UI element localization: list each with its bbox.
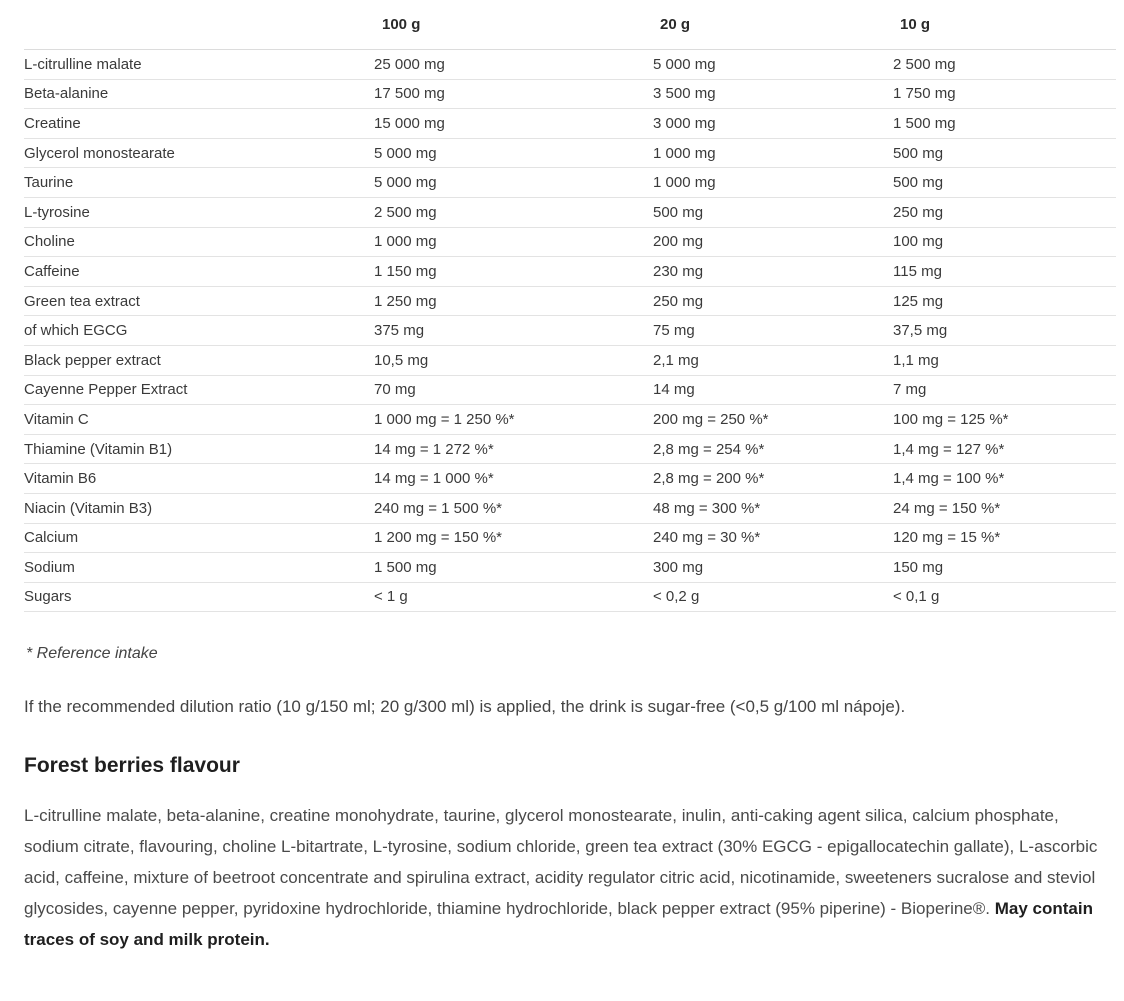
flavour-heading: Forest berries flavour xyxy=(24,754,240,777)
table-row xyxy=(24,50,1116,80)
table-row xyxy=(24,523,1116,553)
nutrient-value-cell: 3 000 mg xyxy=(652,109,892,139)
nutrient-value-cell: 17 500 mg xyxy=(373,79,652,109)
nutrient-value-cell: 24 mg = 150 %* xyxy=(892,493,1116,523)
nutrient-value-cell: 375 mg xyxy=(373,316,652,346)
nutrient-value-cell: 1 000 mg = 1 250 %* xyxy=(373,405,652,435)
nutrient-value-cell: 200 mg = 250 %* xyxy=(652,405,892,435)
table-header-row xyxy=(24,0,1116,50)
table-row xyxy=(24,553,1116,583)
nutrient-value-cell: 37,5 mg xyxy=(892,316,1116,346)
nutrient-value-cell: 250 mg xyxy=(652,286,892,316)
nutrient-value-cell: 75 mg xyxy=(652,316,892,346)
nutrient-value-cell: 70 mg xyxy=(373,375,652,405)
nutrient-name-cell: Glycerol monostearate xyxy=(24,138,373,168)
nutrient-name-cell: Thiamine (Vitamin B1) xyxy=(24,434,373,464)
nutrient-value-cell: 500 mg xyxy=(652,197,892,227)
nutrition-table xyxy=(24,0,1116,612)
nutrient-name-cell: Vitamin C xyxy=(24,405,373,435)
nutrient-value-cell: 150 mg xyxy=(892,553,1116,583)
table-row xyxy=(24,138,1116,168)
table-row xyxy=(24,405,1116,435)
nutrient-value-cell: 1 000 mg xyxy=(373,227,652,257)
dilution-info: If the recommended dilution ratio (10 g/150 ml; 20 g/300 ml) is applied, the drink is sugar-free (<0,5 g/100 ml nápoje). xyxy=(24,697,906,716)
nutrient-value-cell: 1 500 mg xyxy=(373,553,652,583)
nutrient-name-cell: of which EGCG xyxy=(24,316,373,346)
nutrient-value-cell: 14 mg xyxy=(652,375,892,405)
nutrient-value-cell: 1 200 mg = 150 %* xyxy=(373,523,652,553)
nutrient-value-cell: 500 mg xyxy=(892,138,1116,168)
nutrient-value-cell: 120 mg = 15 %* xyxy=(892,523,1116,553)
header-20g: 20 g xyxy=(652,0,892,50)
nutrient-value-cell: 200 mg xyxy=(652,227,892,257)
ingredients-list: L-citrulline malate, beta-alanine, creatine monohydrate, taurine, glycerol monostearate, inulin, anti-caking agent silica, calcium phosphate, sodium citrate, flavouring, choline L-bitartrate, L-tyrosine, sodium chloride, green tea extract (30% EGCG - epigallocatechin gallate), L-ascorbic acid, caffeine, mixture of beetroot concentrate and spirulina extract, acidity regulator citric acid, nicotinamide, sweeteners sucralose and steviol glycosides, cayenne pepper, pyridoxine hydrochloride, thiamine hydrochloride, black pepper extract (95% piperine) - Bioperine®. xyxy=(24,806,1098,918)
nutrition-table-container xyxy=(24,0,1116,612)
nutrient-value-cell: 5 000 mg xyxy=(373,168,652,198)
nutrient-value-cell: 300 mg xyxy=(652,553,892,583)
nutrient-value-cell: 1 750 mg xyxy=(892,79,1116,109)
table-row xyxy=(24,109,1116,139)
nutrient-value-cell: 1 500 mg xyxy=(892,109,1116,139)
header-10g: 10 g xyxy=(892,0,1116,50)
nutrient-value-cell: 5 000 mg xyxy=(652,50,892,80)
nutrient-name-cell: Sugars xyxy=(24,582,373,612)
table-row xyxy=(24,434,1116,464)
nutrient-value-cell: 100 mg = 125 %* xyxy=(892,405,1116,435)
table-body xyxy=(24,50,1116,612)
nutrient-value-cell: 2 500 mg xyxy=(373,197,652,227)
table-row xyxy=(24,227,1116,257)
nutrient-value-cell: 1 000 mg xyxy=(652,168,892,198)
table-row xyxy=(24,345,1116,375)
header-ingredient xyxy=(24,0,373,50)
nutrient-value-cell: 25 000 mg xyxy=(373,50,652,80)
reference-intake-note: * Reference intake xyxy=(26,645,158,662)
nutrient-value-cell: 3 500 mg xyxy=(652,79,892,109)
nutrient-value-cell: 1,4 mg = 100 %* xyxy=(892,464,1116,494)
nutrient-value-cell: 10,5 mg xyxy=(373,345,652,375)
nutrient-name-cell: Creatine xyxy=(24,109,373,139)
nutrient-name-cell: Taurine xyxy=(24,168,373,198)
table-row xyxy=(24,286,1116,316)
nutrient-value-cell: 230 mg xyxy=(652,257,892,287)
nutrient-value-cell: 1 150 mg xyxy=(373,257,652,287)
nutrient-value-cell: 7 mg xyxy=(892,375,1116,405)
nutrient-value-cell: 5 000 mg xyxy=(373,138,652,168)
nutrient-value-cell: 14 mg = 1 272 %* xyxy=(373,434,652,464)
nutrient-value-cell: 15 000 mg xyxy=(373,109,652,139)
table-row xyxy=(24,493,1116,523)
nutrient-value-cell: 125 mg xyxy=(892,286,1116,316)
table-row xyxy=(24,316,1116,346)
nutrient-value-cell: < 0,2 g xyxy=(652,582,892,612)
nutrient-value-cell: 2,8 mg = 200 %* xyxy=(652,464,892,494)
nutrient-value-cell: 1 250 mg xyxy=(373,286,652,316)
ingredients-text xyxy=(24,800,1116,955)
nutrient-value-cell: 100 mg xyxy=(892,227,1116,257)
nutrient-name-cell: Black pepper extract xyxy=(24,345,373,375)
nutrient-value-cell: 240 mg = 1 500 %* xyxy=(373,493,652,523)
nutrient-value-cell: < 0,1 g xyxy=(892,582,1116,612)
nutrient-value-cell: < 1 g xyxy=(373,582,652,612)
table-row xyxy=(24,582,1116,612)
nutrient-name-cell: Choline xyxy=(24,227,373,257)
nutrient-name-cell: Niacin (Vitamin B3) xyxy=(24,493,373,523)
nutrient-name-cell: Sodium xyxy=(24,553,373,583)
nutrient-name-cell: Green tea extract xyxy=(24,286,373,316)
table-row xyxy=(24,464,1116,494)
table-row xyxy=(24,168,1116,198)
nutrient-value-cell: 1,1 mg xyxy=(892,345,1116,375)
nutrient-value-cell: 1 000 mg xyxy=(652,138,892,168)
table-row xyxy=(24,197,1116,227)
nutrient-name-cell: Caffeine xyxy=(24,257,373,287)
nutrient-name-cell: L-citrulline malate xyxy=(24,50,373,80)
nutrient-value-cell: 115 mg xyxy=(892,257,1116,287)
nutrient-name-cell: Cayenne Pepper Extract xyxy=(24,375,373,405)
nutrient-value-cell: 1,4 mg = 127 %* xyxy=(892,434,1116,464)
header-100g: 100 g xyxy=(373,0,652,50)
table-row xyxy=(24,257,1116,287)
nutrient-value-cell: 240 mg = 30 %* xyxy=(652,523,892,553)
nutrient-value-cell: 2,8 mg = 254 %* xyxy=(652,434,892,464)
nutrient-name-cell: Vitamin B6 xyxy=(24,464,373,494)
nutrient-name-cell: L-tyrosine xyxy=(24,197,373,227)
nutrient-value-cell: 500 mg xyxy=(892,168,1116,198)
nutrient-value-cell: 2,1 mg xyxy=(652,345,892,375)
nutrient-value-cell: 14 mg = 1 000 %* xyxy=(373,464,652,494)
table-row xyxy=(24,375,1116,405)
allergen-warning: May contain traces of soy and milk protein. xyxy=(24,899,1093,949)
nutrient-value-cell: 48 mg = 300 %* xyxy=(652,493,892,523)
nutrient-name-cell: Beta-alanine xyxy=(24,79,373,109)
nutrient-name-cell: Calcium xyxy=(24,523,373,553)
table-row xyxy=(24,79,1116,109)
nutrient-value-cell: 250 mg xyxy=(892,197,1116,227)
nutrient-value-cell: 2 500 mg xyxy=(892,50,1116,80)
